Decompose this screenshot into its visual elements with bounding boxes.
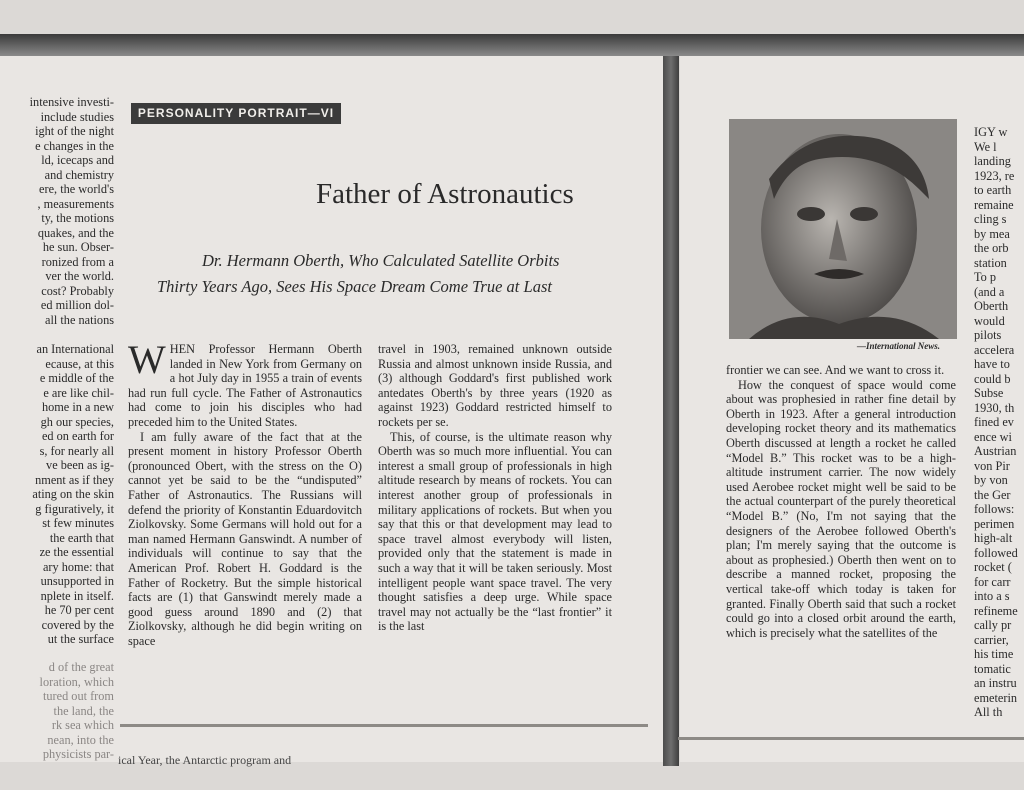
fragment-line: an International (36, 342, 114, 356)
fragment-line: followed (974, 545, 1018, 560)
paragraph: frontier we can see. And we want to cross it. (726, 363, 945, 377)
fragment-line: 1923, re (974, 168, 1015, 183)
fragment-line: all the nations (45, 312, 114, 327)
fragment-line: pilots (974, 328, 1002, 342)
fragment-line: intensive investi- (29, 95, 114, 109)
fragment-line: he sun. Obser- (42, 240, 114, 254)
photo-credit: —International News. (857, 341, 941, 351)
fragment-line: gh our species, (40, 414, 114, 429)
fragment-line: include studies (40, 109, 114, 124)
paragraph: I am fully aware of the fact that at the present moment in history Professor Oberth (pronounced Obert, with the stress on the O) cannot yet be said to be the “undisputed” Father of Astronautics. The Russians will defend the priority of Konstantin Eduardovitch Ziolkovsky. Some Germans will hold out for a man named Hermann Ganswindt. A number of individuals will continue to say that the American Prof. Robert H. Goddard is the Father of Rocketry. But the simple historical facts are (1) that Ganswindt merely made a good guess around 1890 and (2) that Ziolkovsky, although he did begin writing on space (128, 429, 362, 648)
fragment-line: g figuratively, it (35, 501, 114, 516)
page-gutter (663, 56, 679, 766)
fragment-line: carrier, (974, 632, 1009, 647)
fragment-line: the Ger (974, 487, 1011, 502)
fragment-line: station (974, 255, 1007, 270)
fragment-line: ut the surface (47, 632, 114, 646)
fragment-line: an instru (974, 676, 1017, 690)
fragment-line: ary home: that (42, 559, 114, 574)
fragment-line: tured out from (42, 689, 114, 703)
fragment-line: 1930, th (974, 400, 1015, 415)
fragment-line: have to (974, 357, 1010, 371)
fragment-line: fined ev (974, 415, 1014, 429)
fragment-line: would (974, 313, 1005, 328)
fragment-line: ed on earth for (41, 429, 114, 443)
top-scan-edge (0, 34, 1024, 56)
fragment-line: accelera (974, 342, 1015, 357)
fragment-line: and chemistry (44, 167, 114, 182)
paragraph: This, of course, is the ultimate reason why Oberth was so much more influential. You can interest a small group of professionals in high altitude research by means of rockets. You can interest another group of professionals in military applications of rockets. But when you say that this or that development may lead to space travel almost everybody will listen, provided only that the statement is made in such a way that it will be taken seriously. Most intelligent people want space travel. The very thought satisfies a deep urge. While space travel may not actually be the “last frontier” it is the last (378, 429, 612, 634)
fragment-line: To p (974, 270, 997, 284)
right-column-fragment (974, 125, 1024, 720)
fragment-line: quakes, and the (37, 225, 114, 240)
fragment-line: follows: (974, 502, 1015, 516)
fragment-line: d of the great (48, 660, 114, 674)
fragment-line: s, for nearly all (39, 443, 114, 458)
article-column-3 (726, 363, 956, 640)
fragment-line: unsupported in (40, 574, 114, 588)
fragment-line: rk sea which (51, 718, 114, 732)
article-column-1 (128, 337, 362, 648)
fragment-line: his time (974, 647, 1014, 661)
fragment-line: nment as if they (35, 472, 114, 487)
fragment-line: Oberth (974, 299, 1009, 313)
fragment-line: by mea (974, 226, 1010, 241)
fragment-line: to earth (974, 183, 1012, 197)
fragment-line: covered by the (41, 617, 114, 632)
column-end-rule (120, 724, 648, 727)
fragment-line: rocket ( (974, 560, 1012, 574)
article-subtitle-line-1: Dr. Hermann Oberth, Who Calculated Satellite Orbits (202, 251, 560, 270)
fragment-line: e are like chil- (43, 385, 114, 400)
paragraph: How the conquest of space would come about was prophesied in rather fine detail by Oberth in 1923. After a general introduction developing rocket theory and its mathematics Oberth discussed at length a rocket he called “Model B.” This rocket was to be a high-altitude instrument carrier. The now widely used Aerobee rocket might well be said to be the actual counterpart of the purely theoretical “Model B.” (No, I'm not saying that the designers of the Aerobee followed Oberth's plan; I'm merely saying that the outcome is about as prophesied.) Oberth then went on to describe a manned rocket, proposing the vertical take-off which today is taken for granted. Finally Oberth said that such a rocket could go into a closed orbit around the earth, which is precisely what the satellites of the (726, 377, 956, 640)
fragment-line: landing (974, 154, 1011, 168)
fragment-line: We l (974, 139, 997, 154)
fragment-line: remaine (974, 197, 1014, 212)
fragment-line: e middle of the (39, 371, 114, 385)
fragment-line: st few minutes (42, 516, 114, 530)
right-page-bottom-rule (678, 737, 1024, 740)
fragment-line: could b (974, 371, 1011, 386)
fragment-line: ze the essential (39, 545, 114, 559)
drop-cap: W (128, 337, 166, 382)
paragraph: HEN Professor Hermann Oberth landed in New York from Germany on a hot July day in 1955 a train of events had run full cycle. The Father of Astronautics had come to join his disciples who had preceded him to the United States. (128, 342, 362, 429)
fragment-line: perimen (974, 516, 1015, 531)
fragment-line: home in a new (41, 400, 114, 414)
fragment-line: refineme (974, 603, 1018, 618)
fragment-line: the land, the (53, 703, 114, 718)
fragment-line: high-alt (974, 531, 1013, 545)
next-column-fragment: ical Year, the Antarctic program and (118, 753, 292, 767)
fragment-line: the earth that (49, 530, 114, 545)
fragment-line: into a s (974, 589, 1010, 603)
fragment-line: von Pir (974, 458, 1010, 473)
fragment-line: cling s (974, 212, 1007, 226)
fragment-line: he 70 per cent (44, 603, 114, 617)
fragment-line: IGY w (974, 125, 1008, 139)
fragment-line: loration, which (39, 674, 114, 689)
fragment-line: ve been as ig- (46, 458, 114, 472)
section-banner: PERSONALITY PORTRAIT—VI (131, 103, 341, 124)
fragment-line: ed million dol- (40, 298, 114, 312)
fragment-line: ver the world. (45, 269, 114, 283)
fragment-line: emeterin (974, 690, 1018, 705)
fragment-line: ecause, at this (45, 356, 114, 371)
fragment-line: nean, into the (47, 732, 114, 747)
fragment-line: by von (974, 473, 1008, 487)
fragment-line: , measurements (37, 196, 114, 211)
fragment-line: physicists par- (42, 747, 114, 761)
fragment-line: for carr (974, 574, 1011, 589)
fragment-line: cost? Probably (41, 283, 114, 298)
fragment-line: ight of the night (35, 124, 114, 138)
fragment-line: ence wi (974, 429, 1012, 444)
fragment-line: ty, the motions (41, 211, 114, 225)
portrait-photo (729, 119, 957, 339)
left-column-fragment-top (6, 95, 114, 327)
fragment-line: ating on the skin (32, 487, 114, 501)
fragment-line: cally pr (974, 618, 1012, 632)
fragment-line: ld, icecaps and (41, 153, 114, 167)
fragment-line: e changes in the (35, 138, 114, 153)
fragment-line: nplete in itself. (40, 588, 114, 603)
article-subtitle-line-2: Thirty Years Ago, Sees His Space Dream Come True at Last (157, 277, 552, 296)
fragment-line: Austrian (974, 444, 1017, 458)
fragment-line: ere, the world's (39, 182, 114, 196)
fragment-line: All th (974, 705, 1003, 719)
fragment-line: ronized from a (41, 254, 114, 269)
article-column-2 (378, 342, 612, 634)
fragment-line: the orb (974, 241, 1009, 255)
left-column-fragment-middle (6, 342, 114, 647)
fragment-line: Subse (974, 386, 1004, 400)
left-column-fragment-bottom (6, 660, 114, 762)
fragment-line: (and a (974, 284, 1005, 299)
paragraph: travel in 1903, remained unknown outside Russia and almost unknown inside Russia, and (3) although Goddard's first published work antedates Oberth's by three years (1920 as against 1923) Goddard restricted himself to rockets per se. (378, 342, 612, 429)
fragment-line: tomatic (974, 661, 1011, 676)
article-title: Father of Astronautics (316, 178, 574, 210)
